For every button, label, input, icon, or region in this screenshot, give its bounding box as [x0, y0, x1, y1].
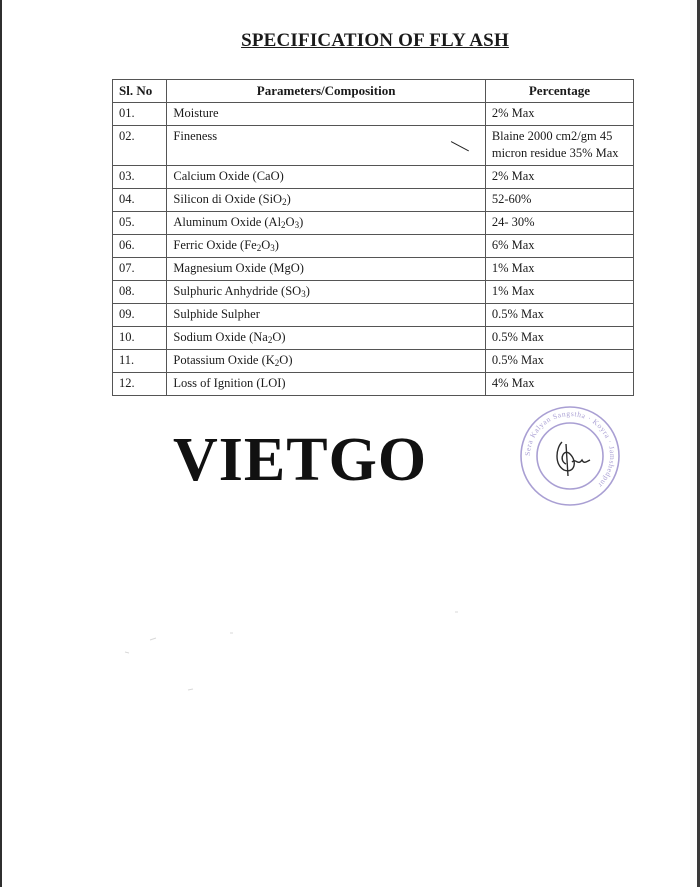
cell-percentage: 24- 30%	[485, 212, 633, 235]
formula-text: Potassium Oxide (K	[173, 353, 275, 367]
formula-subscript: 3	[270, 243, 275, 253]
percentage-line: micron residue 35% Max	[491, 146, 619, 160]
cell-parameter	[167, 350, 485, 373]
page-edge-left	[0, 0, 2, 887]
cell-percentage: 2% Max	[485, 103, 633, 126]
formula-text: Silicon di Oxide (SiO	[173, 192, 283, 206]
specification-table	[112, 79, 634, 396]
cell-sl: 11.	[113, 350, 167, 373]
cell-sl: 07.	[113, 258, 167, 281]
formula-text: O)	[272, 330, 286, 344]
formula-text: )	[274, 238, 279, 252]
formula-text: O	[285, 215, 295, 229]
header-percentage: Percentage	[485, 80, 633, 103]
signature-mark	[557, 442, 590, 476]
formula-subscript: 2	[267, 335, 273, 345]
cell-sl: 03.	[113, 166, 167, 189]
cell-sl: 06.	[113, 235, 167, 258]
cell-percentage	[485, 126, 633, 166]
formula-text: Sodium Oxide (Na	[173, 330, 268, 344]
percentage-line: Blaine 2000 cm2/gm 45	[491, 129, 613, 143]
cell-sl: 10.	[113, 327, 167, 350]
header-sl-no: Sl. No	[113, 80, 167, 103]
table-row	[113, 212, 634, 235]
table-row	[113, 189, 634, 212]
formula-subscript: 3	[301, 289, 306, 299]
formula-text: )	[299, 215, 304, 229]
cell-percentage: 6% Max	[485, 235, 633, 258]
table-row	[113, 304, 634, 327]
table-row	[113, 258, 634, 281]
formula-text: Ferric Oxide (Fe	[173, 238, 257, 252]
formula-text: Aluminum Oxide (Al	[173, 215, 282, 229]
cell-parameter	[167, 327, 485, 350]
formula-text: O)	[279, 353, 293, 367]
header-parameters: Parameters/Composition	[167, 80, 485, 103]
table-row	[113, 281, 634, 304]
cell-percentage: 1% Max	[485, 258, 633, 281]
cell-sl: 08.	[113, 281, 167, 304]
formula-subscript: 2	[256, 243, 262, 253]
table-row	[113, 166, 634, 189]
table-row	[113, 235, 634, 258]
cell-parameter: Calcium Oxide (CaO)	[167, 166, 485, 189]
cell-percentage: 1% Max	[485, 281, 633, 304]
formula-text: )	[305, 284, 310, 298]
formula-subscript: 2	[282, 197, 287, 207]
table-row	[113, 350, 634, 373]
formula-text: Sulphuric Anhydride (SO	[173, 284, 302, 298]
organization-seal-stamp	[518, 404, 622, 508]
cell-parameter	[167, 235, 485, 258]
cell-percentage: 0.5% Max	[485, 304, 633, 327]
document-title: SPECIFICATION OF FLY ASH	[241, 30, 509, 51]
vietgo-watermark: VIETGO	[173, 426, 428, 494]
stamp-ring-text: Sera Kalyan Sangstha · Koyra · Jamshedpur	[522, 408, 618, 490]
formula-subscript: 2	[274, 358, 280, 368]
formula-subscript: 2	[281, 220, 286, 230]
table-row	[113, 373, 634, 396]
cell-sl: 12.	[113, 373, 167, 396]
cell-percentage: 2% Max	[485, 166, 633, 189]
formula-subscript: 3	[294, 220, 300, 230]
cell-parameter: Moisture	[167, 103, 485, 126]
cell-percentage: 4% Max	[485, 373, 633, 396]
cell-percentage: 0.5% Max	[485, 350, 633, 373]
table-header-row	[113, 80, 634, 103]
formula-text: O	[261, 238, 271, 252]
table-row	[113, 327, 634, 350]
cell-sl: 04.	[113, 189, 167, 212]
cell-parameter	[167, 212, 485, 235]
cell-parameter: Magnesium Oxide (MgO)	[167, 258, 485, 281]
cell-sl: 02.	[113, 126, 167, 166]
cell-parameter: Loss of Ignition (LOI)	[167, 373, 485, 396]
formula-text: )	[286, 192, 291, 206]
cell-sl: 09.	[113, 304, 167, 327]
cell-parameter: Fineness	[167, 126, 485, 166]
cell-parameter	[167, 281, 485, 304]
cell-sl: 05.	[113, 212, 167, 235]
cell-percentage: 0.5% Max	[485, 327, 633, 350]
cell-parameter: Sulphide Sulpher	[167, 304, 485, 327]
table-row	[113, 126, 634, 166]
cell-sl: 01.	[113, 103, 167, 126]
cell-parameter	[167, 189, 485, 212]
cell-percentage: 52-60%	[485, 189, 633, 212]
table-row	[113, 103, 634, 126]
